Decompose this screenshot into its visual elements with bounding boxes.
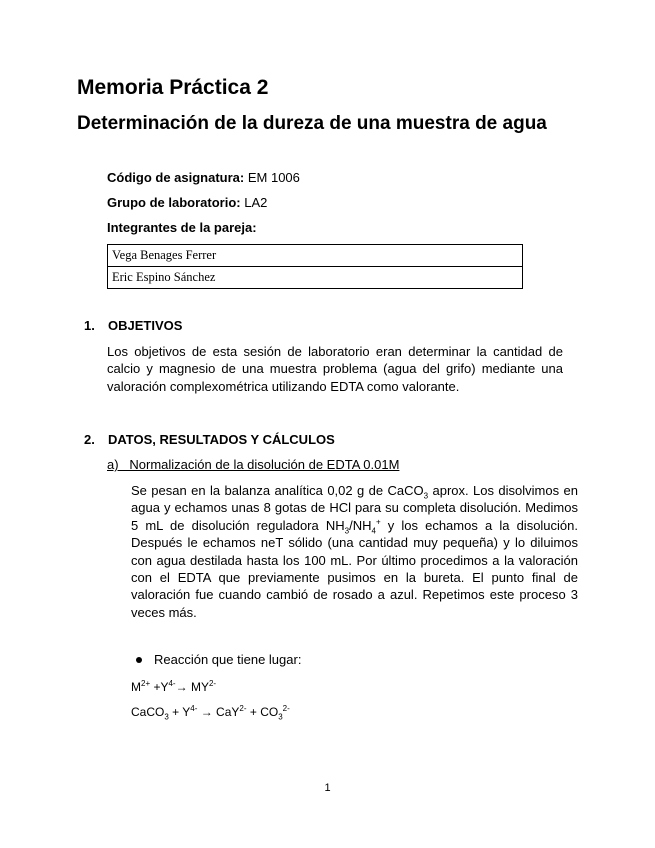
eq-term: + Y: [168, 705, 191, 719]
reaction-equation-2: [131, 704, 290, 722]
eq-term: CaCO: [131, 705, 165, 719]
section-heading-datos: [84, 432, 434, 450]
table-row: [108, 267, 523, 289]
subsection-heading-a: a) Normalización de la disolución de EDTA 0.01M: [107, 457, 400, 472]
reaction-equation-1: [131, 680, 216, 694]
document-subtitle: Determinación de la dureza de una muestra de agua: [77, 113, 547, 134]
member-cell: Vega Benages Ferrer: [108, 245, 523, 267]
superscript: 2+: [141, 679, 151, 688]
reaction-bullet: [136, 652, 436, 670]
page-number: 1: [324, 782, 331, 794]
members-table: [107, 244, 523, 289]
eq-term: → MY: [175, 680, 209, 694]
subscript: 3: [164, 712, 169, 722]
section-title: OBJETIVOS: [108, 318, 183, 333]
course-code-line: [107, 170, 300, 185]
superscript: 2-: [282, 704, 290, 713]
bullet-dot-icon: [136, 657, 142, 663]
paragraph-text: /NH: [349, 517, 372, 533]
subscript: 4: [371, 526, 376, 536]
superscript: 4-: [190, 704, 198, 713]
superscript: 2-: [239, 704, 247, 713]
lab-group-label: Grupo de laboratorio:: [107, 195, 241, 210]
objetivos-paragraph: Los objetivos de esta sesión de laboratorio eran determinar la cantidad de calcio y magnesio de una muestra problema (agua del grifo) mediante una valoración complexométrica utilizando EDTA como valorante.: [107, 344, 563, 394]
table-row: [108, 245, 523, 267]
member-cell: Eric Espino Sánchez: [108, 267, 523, 289]
paragraph-text: y los echamos a la disolución. Después le echamos neT sólido (una cantidad muy pequeña) y lo diluimos con agua destilada hasta los 100 mL. Por último procedimos a la valoración con el EDTA que previamente pusimos en la bureta. El punto final de valoración fue cuando cambió de rosado a azul. Repetimos este proceso 3 veces más.: [131, 517, 578, 620]
eq-term: +Y: [150, 680, 169, 694]
document-title: Memoria Práctica 2: [77, 76, 269, 99]
subscript: 3: [423, 491, 429, 501]
members-label: Integrantes de la pareja:: [107, 220, 257, 235]
superscript: 4-: [168, 679, 176, 688]
normalizacion-paragraph: [131, 482, 578, 621]
superscript: 2-: [208, 679, 217, 688]
course-code-label: Código de asignatura:: [107, 170, 245, 185]
course-code-value: EM 1006: [247, 170, 300, 185]
subscript: 3: [278, 712, 283, 722]
lab-group-line: [107, 195, 267, 210]
eq-term: + CO: [246, 705, 279, 719]
eq-term: M: [131, 680, 141, 694]
members-line: [107, 220, 257, 235]
superscript: +: [375, 517, 381, 527]
subscript: 3: [344, 526, 350, 536]
section-title: DATOS, RESULTADOS Y CÁLCULOS: [108, 432, 335, 447]
eq-term: → CaY: [197, 705, 240, 719]
bullet-text: Reacción que tiene lugar:: [154, 652, 302, 667]
paragraph-text: Se pesan en la balanza analítica 0,02 g de CaCO: [131, 483, 424, 498]
section-heading-objetivos: [84, 318, 384, 336]
section-number: 2.: [84, 432, 95, 447]
paragraph-text: aprox. Los disolvimos en agua y echamos unas 8 gotas de HCl para su completa disolución. Medimos 5 mL de disolución reguladora NH: [131, 483, 578, 533]
lab-group-value: LA2: [244, 195, 268, 210]
section-number: 1.: [84, 318, 95, 333]
